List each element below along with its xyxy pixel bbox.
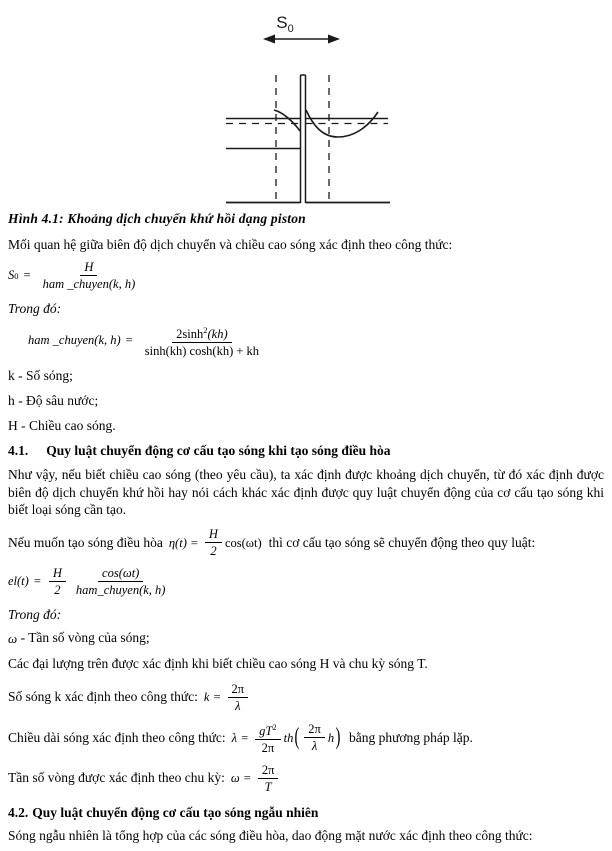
omega-symbol: ω — [8, 631, 18, 647]
eq-el-f2-num: cos(ωt) — [98, 566, 143, 582]
heading-4-2-text: Quy luật chuyển động cơ cấu tạo sóng ngẫu nhiên — [32, 805, 319, 821]
definition-h: h - Độ sâu nước; — [8, 393, 99, 409]
eq-lambda-inner-fraction — [304, 722, 325, 753]
eq-k-numerator: 2π — [228, 682, 249, 698]
eq-el-f1-num: H — [49, 566, 66, 582]
eq-lambda-inner-den: λ — [311, 739, 318, 754]
paragraph-eta-trail: thì cơ cấu tạo sóng sẽ chuyển động theo quy luật: — [268, 534, 536, 550]
eq-eta-fraction — [205, 527, 222, 558]
eq-eta-denominator: 2 — [210, 544, 217, 559]
equation-omega — [231, 763, 281, 794]
trong-do-label-1: Trong đó: — [8, 301, 62, 316]
eq-eta-equals: = — [190, 535, 198, 550]
eq-hc-numerator — [172, 323, 231, 343]
eq-omega-equals: = — [243, 771, 251, 786]
heading-4-1-text: Quy luật chuyển động cơ cấu tạo sóng khi tạo sóng điều hòa — [46, 443, 391, 459]
eq-lambda-paren-close: ) — [335, 723, 341, 750]
eq-eta-lhs: η(t) — [168, 535, 187, 550]
figure-piston-diagram — [0, 0, 612, 208]
line-lambda-lead: Chiều dài sóng xác định theo công thức: — [8, 729, 226, 745]
line-omega — [8, 761, 604, 795]
equation-ham-chuyen — [28, 323, 604, 358]
line-omega-lead: Tần số vòng được xác định theo chu kỳ: — [8, 770, 225, 786]
eq-s0-lhs-sub: 0 — [14, 270, 19, 281]
eq-hc-denominator: sinh(kh) cosh(kh) + kh — [144, 344, 260, 359]
figure-caption: Hình 4.1: Khoảng dịch chuyển khứ hồi dạng piston — [8, 211, 306, 226]
eq-k-fraction — [228, 682, 249, 713]
eq-lambda-fraction-1 — [255, 720, 280, 755]
intro-paragraph: Mối quan hệ giữa biên độ dịch chuyển và chiều cao sóng xác định theo công thức: — [8, 237, 453, 252]
s0-label: $S_0$ — [276, 13, 294, 35]
heading-4-2 — [8, 804, 604, 822]
line-k-lead: Số sóng k xác định theo công thức: — [8, 689, 198, 705]
eq-hc-num-pow: 2 — [203, 325, 208, 335]
eq-lambda-f1-num-pow: 2 — [272, 722, 277, 733]
trong-do-label-2: Trong đó: — [8, 606, 62, 622]
eq-eta-tail: cos(ωt) — [224, 535, 262, 550]
eq-s0-lhs: S — [8, 268, 15, 282]
eq-hc-fraction — [141, 323, 263, 358]
eq-el-fraction-1 — [49, 566, 66, 597]
eq-lambda-inner-num: 2π — [304, 722, 325, 738]
eq-omega-lhs: ω — [230, 771, 240, 786]
eq-hc-num-coeff: 2 — [176, 327, 183, 342]
eq-s0-equals: = — [23, 268, 31, 282]
eq-el-equals: = — [33, 573, 41, 588]
eq-k-equals: = — [213, 690, 221, 705]
piston-bar — [301, 75, 306, 203]
eq-omega-fraction — [258, 763, 279, 794]
paragraph-4-2: Sóng ngẫu nhiên là tổng hợp của các sóng điều hòa, dao động mặt nước xác định theo công thức: — [8, 828, 533, 844]
eq-lambda-inner-tail: h — [327, 730, 335, 745]
eq-lambda-f1-num-text: gT — [259, 724, 273, 739]
eq-omega-denominator: T — [264, 779, 272, 794]
eq-s0-numerator: H — [80, 260, 97, 276]
paragraph-eta — [8, 526, 604, 560]
definition-omega-text: - Tần số vòng của sóng; — [20, 629, 150, 645]
paragraph-dai-luong: Các đại lượng trên được xác định khi biết chiều cao sóng H và chu kỳ sóng T. — [8, 656, 428, 672]
eq-el-fraction-2 — [72, 566, 170, 597]
wave-curve-right — [306, 110, 378, 137]
paragraph-4-1: Như vậy, nếu biết chiều cao sóng (theo yêu cầu), ta xác định được khoảng dịch chuyển, từ đó xác định được biên độ dịch chuyển khứ hồi hay nói cách khác xác định được quy luật chuyển động của cơ cấu tạo sóng khi biết loại sóng cần tạo. — [8, 467, 604, 518]
s0-dimension-arrow — [263, 35, 340, 44]
eq-omega-numerator: 2π — [258, 763, 279, 779]
definition-H: H - Chiều cao sóng. — [8, 418, 116, 434]
figure-svg — [0, 0, 612, 208]
eq-lambda-lhs: λ — [231, 730, 238, 745]
eq-hc-equals: = — [125, 333, 133, 348]
eq-hc-lhs: ham _chuyen(k, h) — [28, 333, 121, 348]
eq-el-f1-den: 2 — [54, 582, 61, 597]
eq-el-lhs: el(t) — [8, 573, 29, 588]
eq-k-denominator: λ — [235, 698, 241, 713]
eq-hc-num-arg: (kh) — [207, 327, 228, 342]
eq-el-f2-den: ham_chuyen(k, h) — [75, 582, 166, 597]
eq-lambda-fn: th — [283, 730, 294, 745]
eq-s0-fraction — [39, 260, 140, 291]
line-k — [8, 680, 604, 714]
wave-curve-left — [274, 110, 300, 131]
definition-k: k - Số sóng; — [8, 368, 73, 384]
eq-s0-denominator: ham _chuyen(k, h) — [42, 277, 136, 291]
eq-lambda-f1-den: 2π — [261, 741, 275, 756]
line-lambda — [8, 720, 604, 755]
heading-4-2-number: 4.2. — [8, 805, 29, 821]
eq-hc-num-fn: sinh — [182, 327, 204, 342]
definition-omega — [8, 629, 604, 647]
eq-k-lhs: k — [203, 690, 210, 705]
eq-lambda-f1-num — [255, 720, 280, 740]
eq-eta-numerator: H — [205, 527, 222, 543]
equation-s0 — [8, 260, 604, 291]
equation-el — [8, 566, 604, 597]
equation-eta — [169, 527, 262, 558]
eq-lambda-equals: = — [241, 730, 249, 745]
document-content — [8, 210, 604, 851]
heading-4-1 — [8, 442, 604, 460]
paragraph-eta-lead: Nếu muốn tạo sóng điều hòa — [8, 534, 163, 550]
line-lambda-trail: bằng phương pháp lặp. — [348, 729, 473, 745]
equation-lambda — [232, 720, 342, 755]
heading-4-1-number: 4.1. — [8, 443, 29, 459]
equation-k — [204, 682, 251, 713]
eq-lambda-paren-open: ( — [294, 723, 300, 750]
